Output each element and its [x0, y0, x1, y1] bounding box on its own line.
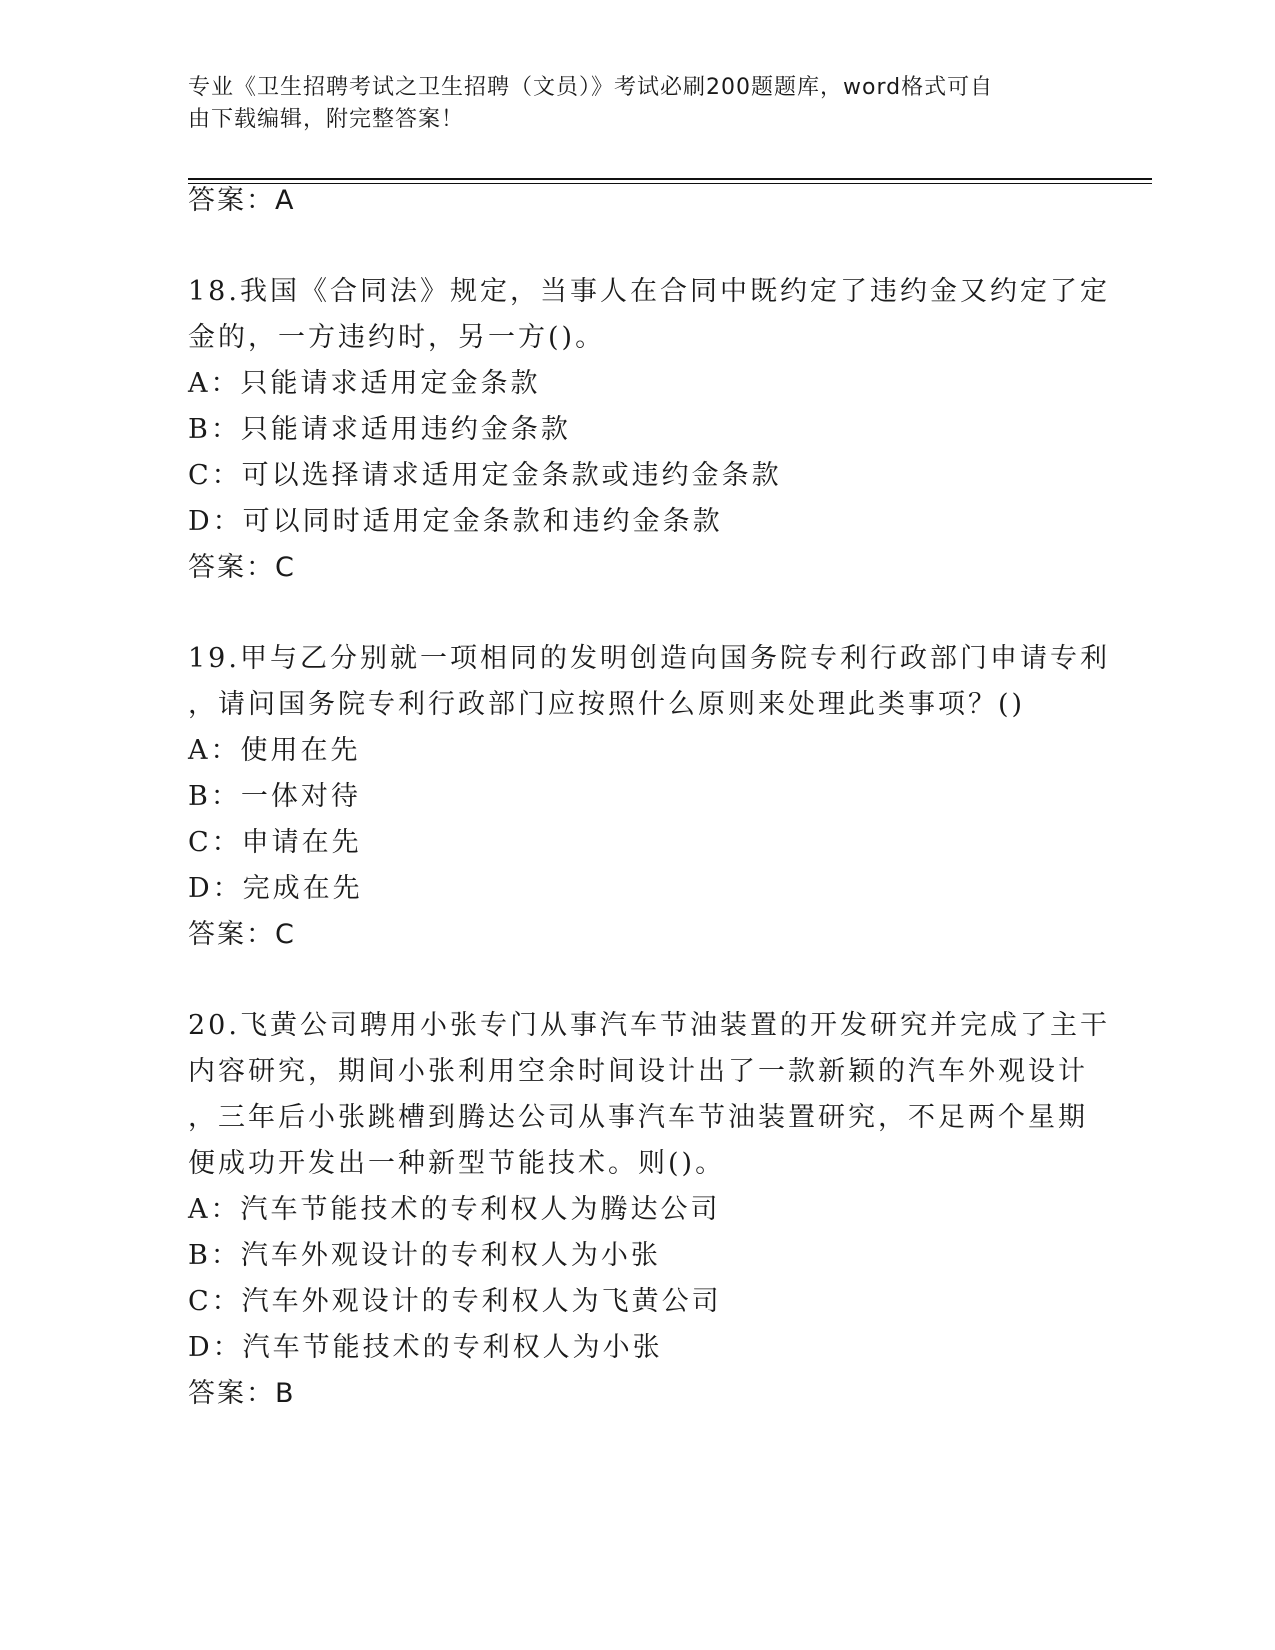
option-a: A：汽车节能技术的专利权人为腾达公司 [188, 1194, 721, 1225]
question-stem-line: 便成功开发出一种新型节能技术。则()。 [188, 1148, 726, 1179]
previous-answer: 答案：A [188, 185, 296, 216]
option-c: C：申请在先 [188, 827, 362, 858]
question-20 [188, 1003, 1110, 1417]
header-line-1: 专业《卫生招聘考试之卫生招聘（文员）》考试必刷200题题库，word格式可自 [188, 75, 994, 100]
question-stem-line: 20.飞黄公司聘用小张专门从事汽车节油装置的开发研究并完成了主干 [188, 1010, 1110, 1041]
option-d: D：汽车节能技术的专利权人为小张 [188, 1332, 663, 1363]
option-b: B：只能请求适用违约金条款 [188, 414, 571, 445]
question-stem-line: 金的，一方违约时，另一方()。 [188, 322, 606, 353]
question-stem-line: 18.我国《合同法》规定，当事人在合同中既约定了违约金又约定了定 [188, 276, 1110, 307]
option-d: D：可以同时适用定金条款和违约金条款 [188, 506, 723, 537]
answer-line: 答案：C [188, 552, 296, 583]
answer-line: 答案：C [188, 919, 296, 950]
option-c: C：可以选择请求适用定金条款或违约金条款 [188, 460, 782, 491]
answer-line: 答案：B [188, 1378, 296, 1409]
option-a: A：使用在先 [188, 735, 361, 766]
header-line-2: 由下载编辑，附完整答案！ [188, 107, 465, 132]
question-stem-line: 内容研究，期间小张利用空余时间设计出了一款新颖的汽车外观设计 [188, 1056, 1088, 1087]
question-stem-line: ，三年后小张跳槽到腾达公司从事汽车节油装置研究，不足两个星期 [188, 1102, 1088, 1133]
question-19 [188, 636, 1110, 958]
question-list [188, 178, 1110, 1417]
option-d: D：完成在先 [188, 873, 363, 904]
document-header [188, 72, 1068, 136]
option-a: A：只能请求适用定金条款 [188, 368, 541, 399]
option-c: C：汽车外观设计的专利权人为飞黄公司 [188, 1286, 722, 1317]
question-18 [188, 269, 1110, 591]
question-stem-line: ，请问国务院专利行政部门应按照什么原则来处理此类事项？() [188, 689, 1026, 720]
option-b: B：一体对待 [188, 781, 361, 812]
option-b: B：汽车外观设计的专利权人为小张 [188, 1240, 661, 1271]
question-stem-line: 19.甲与乙分别就一项相同的发明创造向国务院专利行政部门申请专利 [188, 643, 1110, 674]
